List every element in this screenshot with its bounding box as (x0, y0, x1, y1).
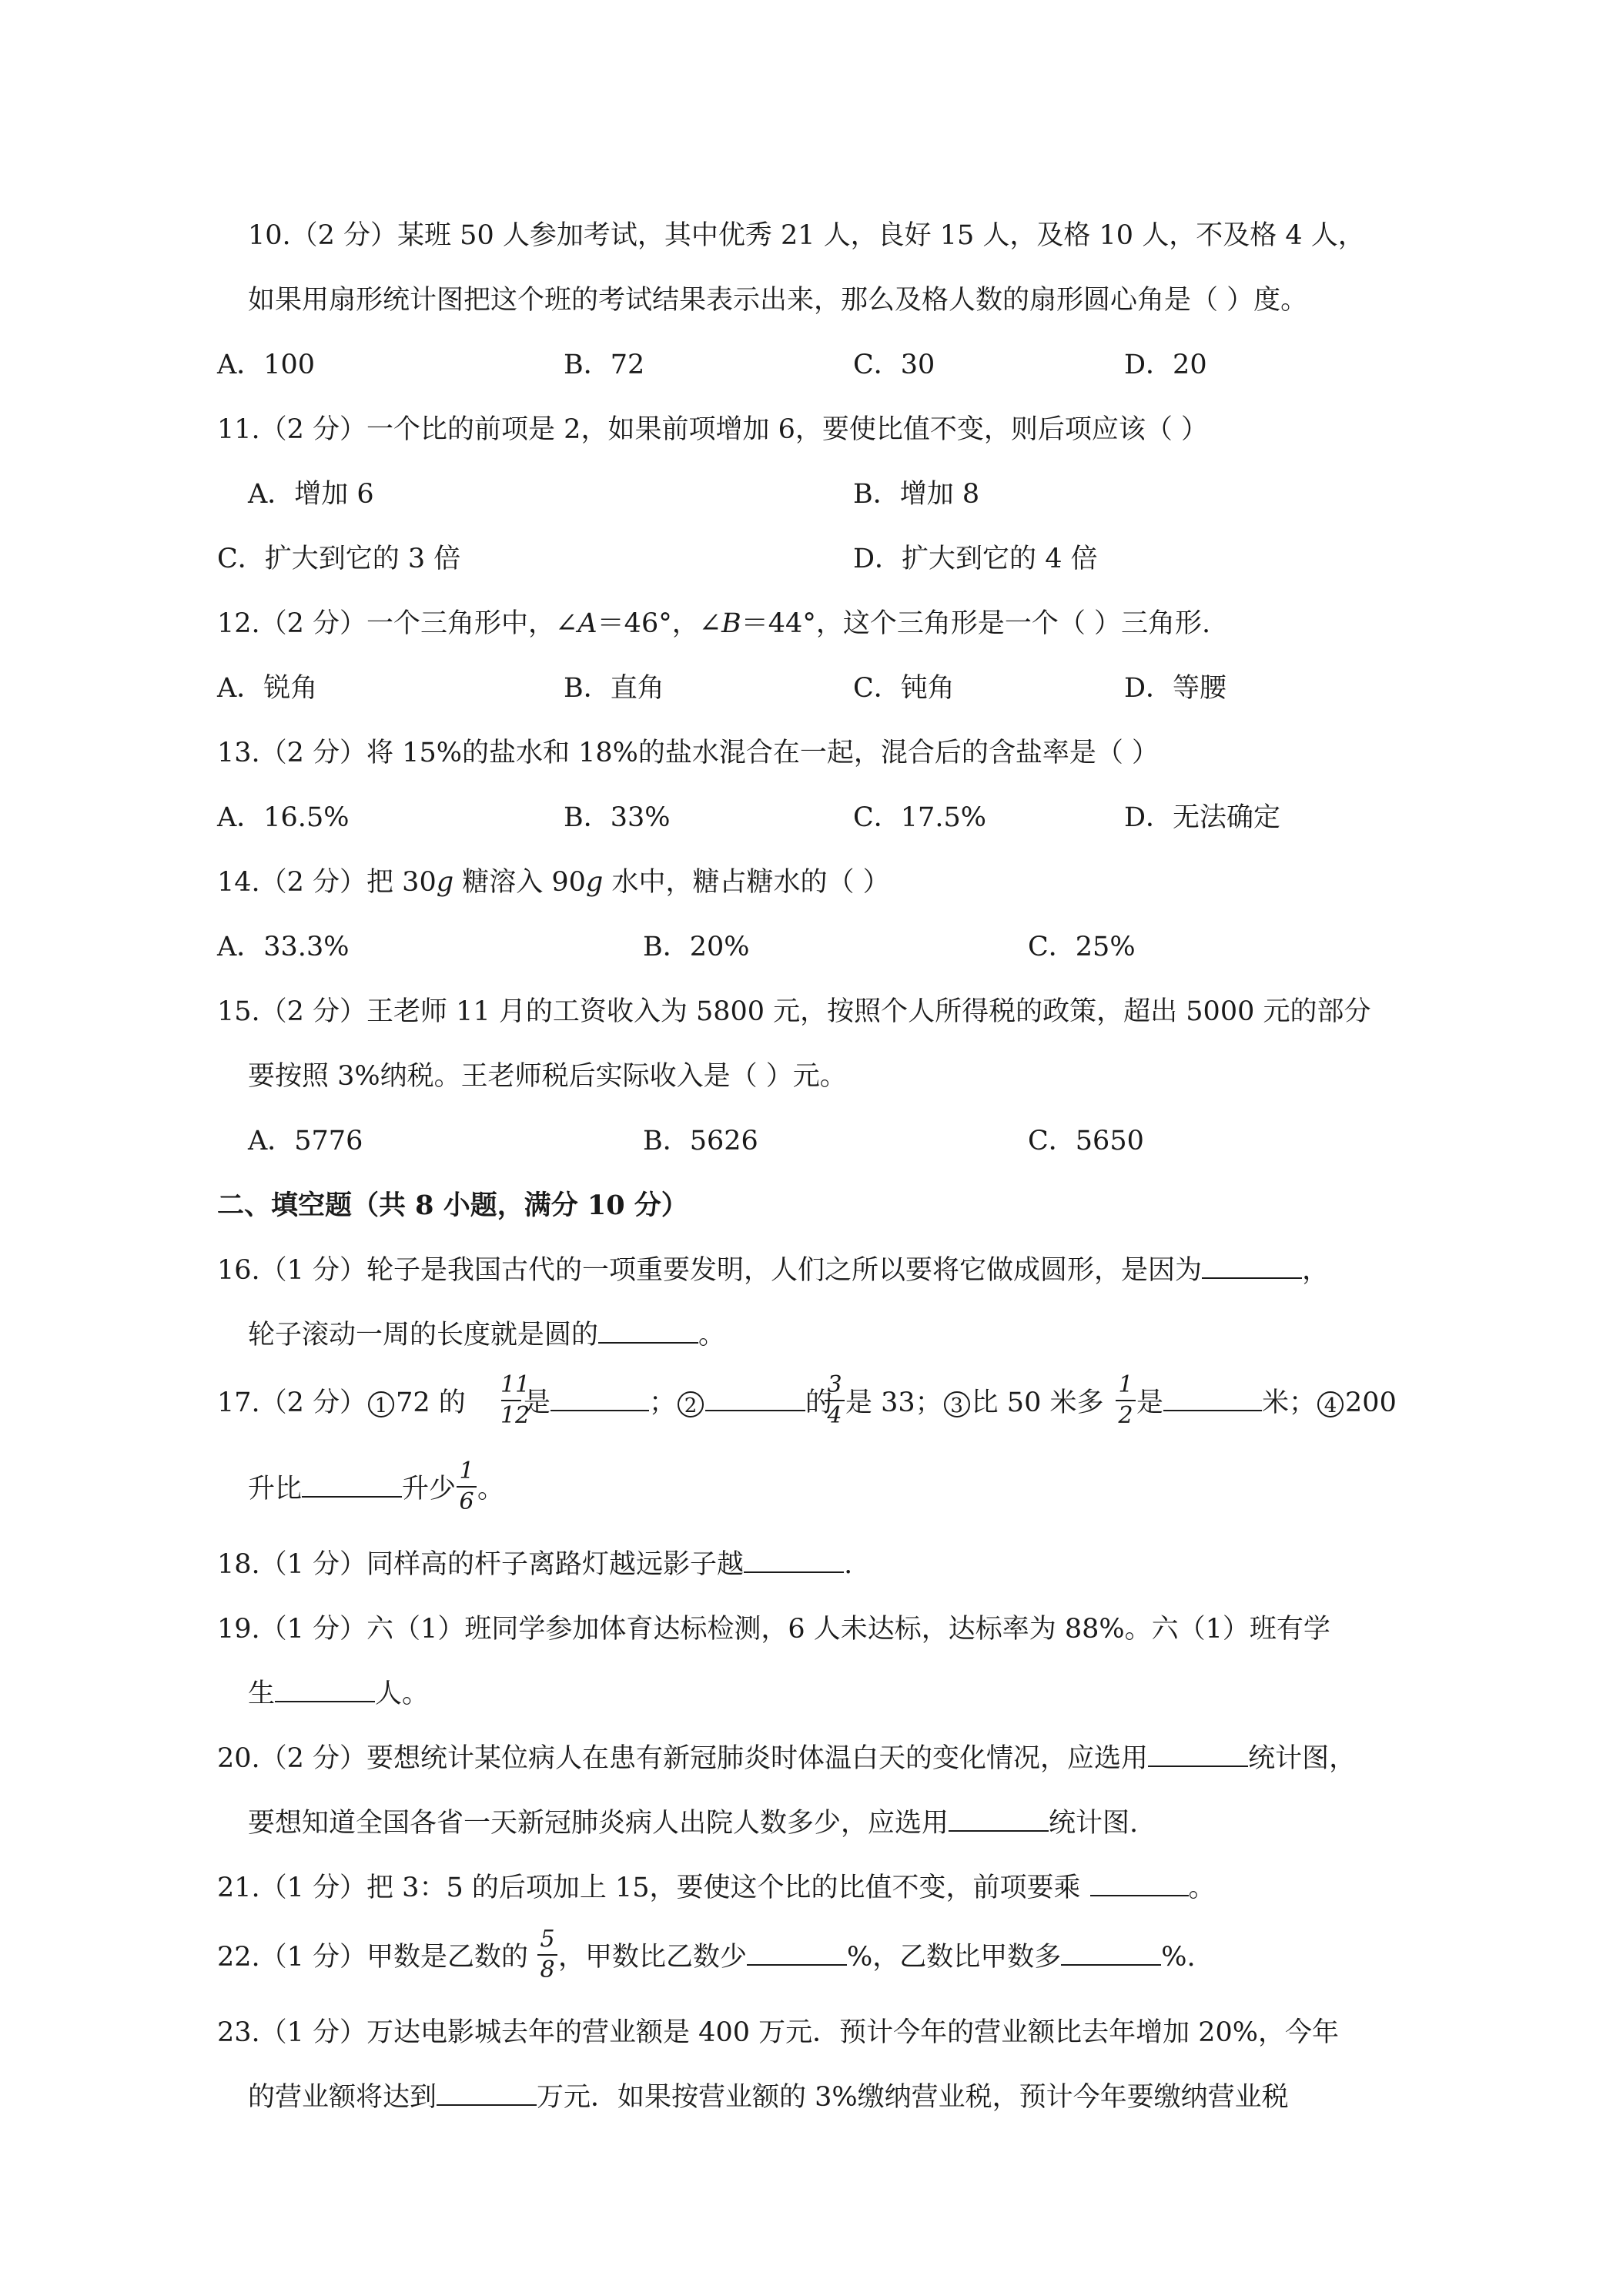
option-c[interactable]: C．扩大到它的 3 倍 (217, 544, 461, 574)
question-19-line-2 (0, 1662, 1623, 1726)
question-16-line-1 (0, 1238, 1623, 1303)
question-10-options (0, 333, 1623, 397)
question-22-end: %. (1161, 1942, 1196, 1973)
question-12-text: 12.（2 分）一个三角形中， (217, 608, 556, 639)
question-13-options (0, 785, 1623, 850)
fraction-3-4 (824, 1367, 845, 1438)
fraction-bar (457, 1486, 477, 1488)
answer-blank[interactable] (1061, 1939, 1161, 1966)
question-20-stem-2 (248, 1791, 1138, 1856)
question-23-text: 的营业额将达到 (248, 2082, 437, 2113)
question-17-part-1 (217, 1371, 466, 1435)
question-22-text: %，乙数比甲数多 (847, 1942, 1062, 1973)
question-17-line-2 (0, 1457, 1623, 1521)
question-18-end: . (844, 1549, 853, 1580)
option-a[interactable]: A．33.3% (217, 932, 350, 962)
question-17-part-5 (248, 1457, 456, 1521)
answer-blank[interactable] (302, 1471, 402, 1498)
unit-gram: g (585, 867, 604, 898)
question-17-part-2 (524, 1371, 832, 1435)
angle-variable-b: B (721, 608, 741, 639)
angle-symbol: ∠ (698, 608, 722, 639)
angle-a-value: ＝46°， (597, 608, 699, 639)
question-11-stem: 11.（2 分）一个比的前项是 2，如果前项增加 6，要使比值不变，则后项应该（ ） (217, 414, 1208, 445)
question-17-text: 200 (1345, 1387, 1397, 1418)
fraction-denominator: 12 (500, 1402, 530, 1429)
question-18-stem (217, 1532, 852, 1597)
option-b[interactable]: B．增加 8 (853, 479, 980, 510)
angle-symbol: ∠ (555, 608, 578, 639)
question-21-line-1 (0, 1856, 1623, 1920)
option-d[interactable]: D．无法确定 (1124, 802, 1281, 833)
question-11-options-row-1 (0, 462, 1623, 527)
question-23-line-2 (0, 2065, 1623, 2130)
option-a[interactable]: A．16.5% (217, 802, 350, 833)
fraction-denominator: 4 (827, 1402, 842, 1429)
question-17-text: 是 33； (845, 1387, 942, 1418)
circled-number-3: 3 (944, 1391, 970, 1417)
angle-b-value: ＝44°，这个三角形是一个（ ）三角形. (741, 608, 1211, 639)
option-b[interactable]: B．5626 (643, 1126, 758, 1156)
question-17-text: 的 (805, 1387, 833, 1418)
question-15-stem-2: 要按照 3%纳税。王老师税后实际收入是（ ）元。 (248, 1061, 847, 1092)
answer-blank[interactable] (1202, 1252, 1302, 1279)
question-12-line-1 (0, 591, 1623, 656)
fraction-bar (501, 1400, 521, 1401)
fraction-numerator: 1 (1118, 1371, 1133, 1398)
question-17-text: 升少 (402, 1474, 457, 1504)
question-16-text-b: ， (1302, 1255, 1330, 1286)
question-20-end: 统计图. (1049, 1808, 1139, 1839)
question-22-text: ，甲数比乙数少 (558, 1942, 748, 1973)
question-15-options (0, 1109, 1623, 1173)
question-16-stem-1 (217, 1238, 1329, 1303)
question-17-text: 是 (524, 1387, 551, 1418)
section-heading (0, 1173, 1623, 1238)
question-17-line-1 (0, 1371, 1623, 1435)
question-23-line-1 (0, 2000, 1623, 2065)
option-a[interactable]: A．增加 6 (248, 479, 374, 510)
fraction-5-8 (537, 1922, 558, 1993)
question-17-end: 。 (477, 1474, 505, 1504)
question-20-text: 统计图， (1248, 1743, 1357, 1774)
question-14-stem (217, 850, 890, 915)
question-17-text: 升比 (248, 1474, 303, 1504)
fraction-bar (825, 1400, 845, 1401)
question-22-stem-a: 22.（1 分）甲数是乙数的 (217, 1942, 529, 1973)
question-15-stem-1: 15.（2 分）王老师 11 月的工资收入为 5800 元，按照个人所得税的政策，超出 5000 元的部分 (217, 996, 1371, 1027)
question-16-stem-2 (248, 1303, 725, 1367)
fraction-11-12 (500, 1367, 530, 1438)
answer-blank[interactable] (598, 1317, 698, 1344)
answer-blank[interactable] (1090, 1869, 1189, 1896)
question-10-stem-2: 如果用扇形统计图把这个班的考试结果表示出来，那么及格人数的扇形圆心角是（ ）度。 (248, 285, 1308, 316)
question-17-text: 是 (1136, 1387, 1164, 1418)
question-10-line-1 (0, 203, 1623, 268)
question-19-end: 人。 (375, 1678, 430, 1709)
option-b[interactable]: B．20% (643, 932, 750, 962)
question-10-line-2 (0, 268, 1623, 333)
option-c[interactable]: C．25% (1028, 932, 1136, 962)
question-16-text-c: 轮子滚动一周的长度就是圆的 (248, 1320, 599, 1350)
answer-blank[interactable] (705, 1384, 805, 1411)
unit-gram: g (436, 867, 454, 898)
fraction-1-6 (456, 1454, 477, 1525)
question-22-stem-b (558, 1925, 1196, 1990)
option-c[interactable]: C．5650 (1028, 1126, 1144, 1156)
question-23-stem-2 (248, 2065, 1289, 2130)
option-a[interactable]: A．100 (217, 350, 316, 380)
answer-blank[interactable] (437, 2079, 537, 2106)
question-20-text: 要想知道全国各省一天新冠肺炎病人出院人数多少，应选用 (248, 1808, 949, 1839)
section-title: 二、填空题（共 8 小题，满分 10 分） (217, 1190, 688, 1221)
option-c[interactable]: C．17.5% (853, 802, 986, 833)
question-14-text-b: 糖溶入 90 (453, 867, 586, 898)
question-14-text-c: 水中，糖占糖水的（ ） (603, 867, 890, 898)
question-17-text: ； (649, 1387, 677, 1418)
fraction-numerator: 5 (540, 1926, 555, 1953)
question-20-line-2 (0, 1791, 1623, 1856)
question-18-line-1 (0, 1532, 1623, 1597)
fraction-denominator: 2 (1118, 1402, 1133, 1429)
answer-blank[interactable] (1163, 1384, 1262, 1411)
question-16-text-a: 16.（1 分）轮子是我国古代的一项重要发明，人们之所以要将它做成圆形，是因为 (217, 1255, 1203, 1286)
answer-blank[interactable] (275, 1675, 375, 1702)
question-19-stem-2 (248, 1662, 429, 1726)
fraction-numerator: 11 (500, 1371, 530, 1398)
question-13-line-1 (0, 721, 1623, 785)
question-17-number: 17.（2 分） (217, 1387, 367, 1418)
question-14-text-a: 14.（2 分）把 30 (217, 867, 437, 898)
option-d[interactable]: D．20 (1124, 350, 1207, 380)
question-15-line-1 (0, 979, 1623, 1044)
fraction-denominator: 8 (540, 1956, 555, 1983)
answer-blank[interactable] (550, 1384, 649, 1411)
answer-blank[interactable] (747, 1939, 847, 1966)
question-19-text: 生 (248, 1678, 276, 1709)
fraction-1-2 (1115, 1367, 1136, 1438)
angle-variable-a: A (577, 608, 597, 639)
question-15-line-2 (0, 1044, 1623, 1109)
option-c[interactable]: C．钝角 (853, 673, 955, 704)
circled-number-1: 1 (368, 1391, 394, 1417)
question-23-text: 万元．如果按营业额的 3%缴纳营业税，预计今年要缴纳营业税 (537, 2082, 1289, 2113)
question-11-options-row-2 (0, 527, 1623, 591)
question-23-stem-1: 23.（1 分）万达电影城去年的营业额是 400 万元．预计今年的营业额比去年增加 20%，今年 (217, 2017, 1340, 2048)
circled-number-4: 4 (1317, 1391, 1344, 1417)
answer-blank[interactable] (1148, 1740, 1248, 1767)
question-21-text: 21.（1 分）把 3：5 的后项加上 15，要使这个比的比值不变，前项要乘 (217, 1873, 1081, 1903)
question-20-text: 20.（2 分）要想统计某位病人在患有新冠肺炎时体温白天的变化情况，应选用 (217, 1743, 1149, 1774)
question-17-text: 比 50 米多 (971, 1387, 1104, 1418)
question-20-stem-1 (217, 1726, 1356, 1791)
question-18-text: 18.（1 分）同样高的杆子离路灯越远影子越 (217, 1549, 745, 1580)
question-19-line-1 (0, 1597, 1623, 1662)
question-17-part-4 (1136, 1371, 1397, 1435)
question-17-text: 72 的 (396, 1387, 466, 1418)
question-21-stem (217, 1856, 1216, 1920)
question-20-line-1 (0, 1726, 1623, 1791)
question-11-line-1 (0, 397, 1623, 462)
fraction-denominator: 6 (459, 1488, 474, 1515)
fraction-bar (1116, 1400, 1136, 1401)
question-13-stem: 13.（2 分）将 15%的盐水和 18%的盐水混合在一起，混合后的含盐率是（ ） (217, 738, 1160, 768)
option-b[interactable]: B．33% (564, 802, 671, 833)
question-14-options (0, 915, 1623, 979)
question-12-stem (217, 591, 1210, 656)
fraction-numerator: 1 (459, 1458, 474, 1484)
question-10-stem-1: 10.（2 分）某班 50 人参加考试，其中优秀 21 人，良好 15 人，及格 10 人，不及格 4 人， (248, 220, 1365, 251)
option-b[interactable]: B．72 (564, 350, 645, 380)
circled-number-2: 2 (678, 1391, 704, 1417)
question-12-options (0, 656, 1623, 721)
question-22-line-1 (0, 1925, 1623, 1990)
question-17-part-3 (845, 1371, 1103, 1435)
question-16-text-d: 。 (698, 1320, 726, 1350)
question-16-line-2 (0, 1303, 1623, 1367)
option-d[interactable]: D．等腰 (1124, 673, 1227, 704)
option-b[interactable]: B．直角 (564, 673, 664, 704)
question-21-end: 。 (1188, 1873, 1216, 1903)
answer-blank[interactable] (744, 1546, 844, 1573)
question-17-text: 米； (1262, 1387, 1317, 1418)
option-a[interactable]: A．锐角 (217, 673, 318, 704)
question-19-stem-1: 19.（1 分）六（1）班同学参加体育达标检测，6 人未达标，达标率为 88%。六（1）班有学 (217, 1614, 1330, 1645)
question-14-line-1 (0, 850, 1623, 915)
option-d[interactable]: D．扩大到它的 4 倍 (853, 544, 1098, 574)
answer-blank[interactable] (949, 1805, 1049, 1832)
fraction-numerator: 3 (827, 1371, 842, 1398)
option-c[interactable]: C．30 (853, 350, 935, 380)
fraction-bar (537, 1954, 557, 1956)
option-a[interactable]: A．5776 (248, 1126, 363, 1156)
